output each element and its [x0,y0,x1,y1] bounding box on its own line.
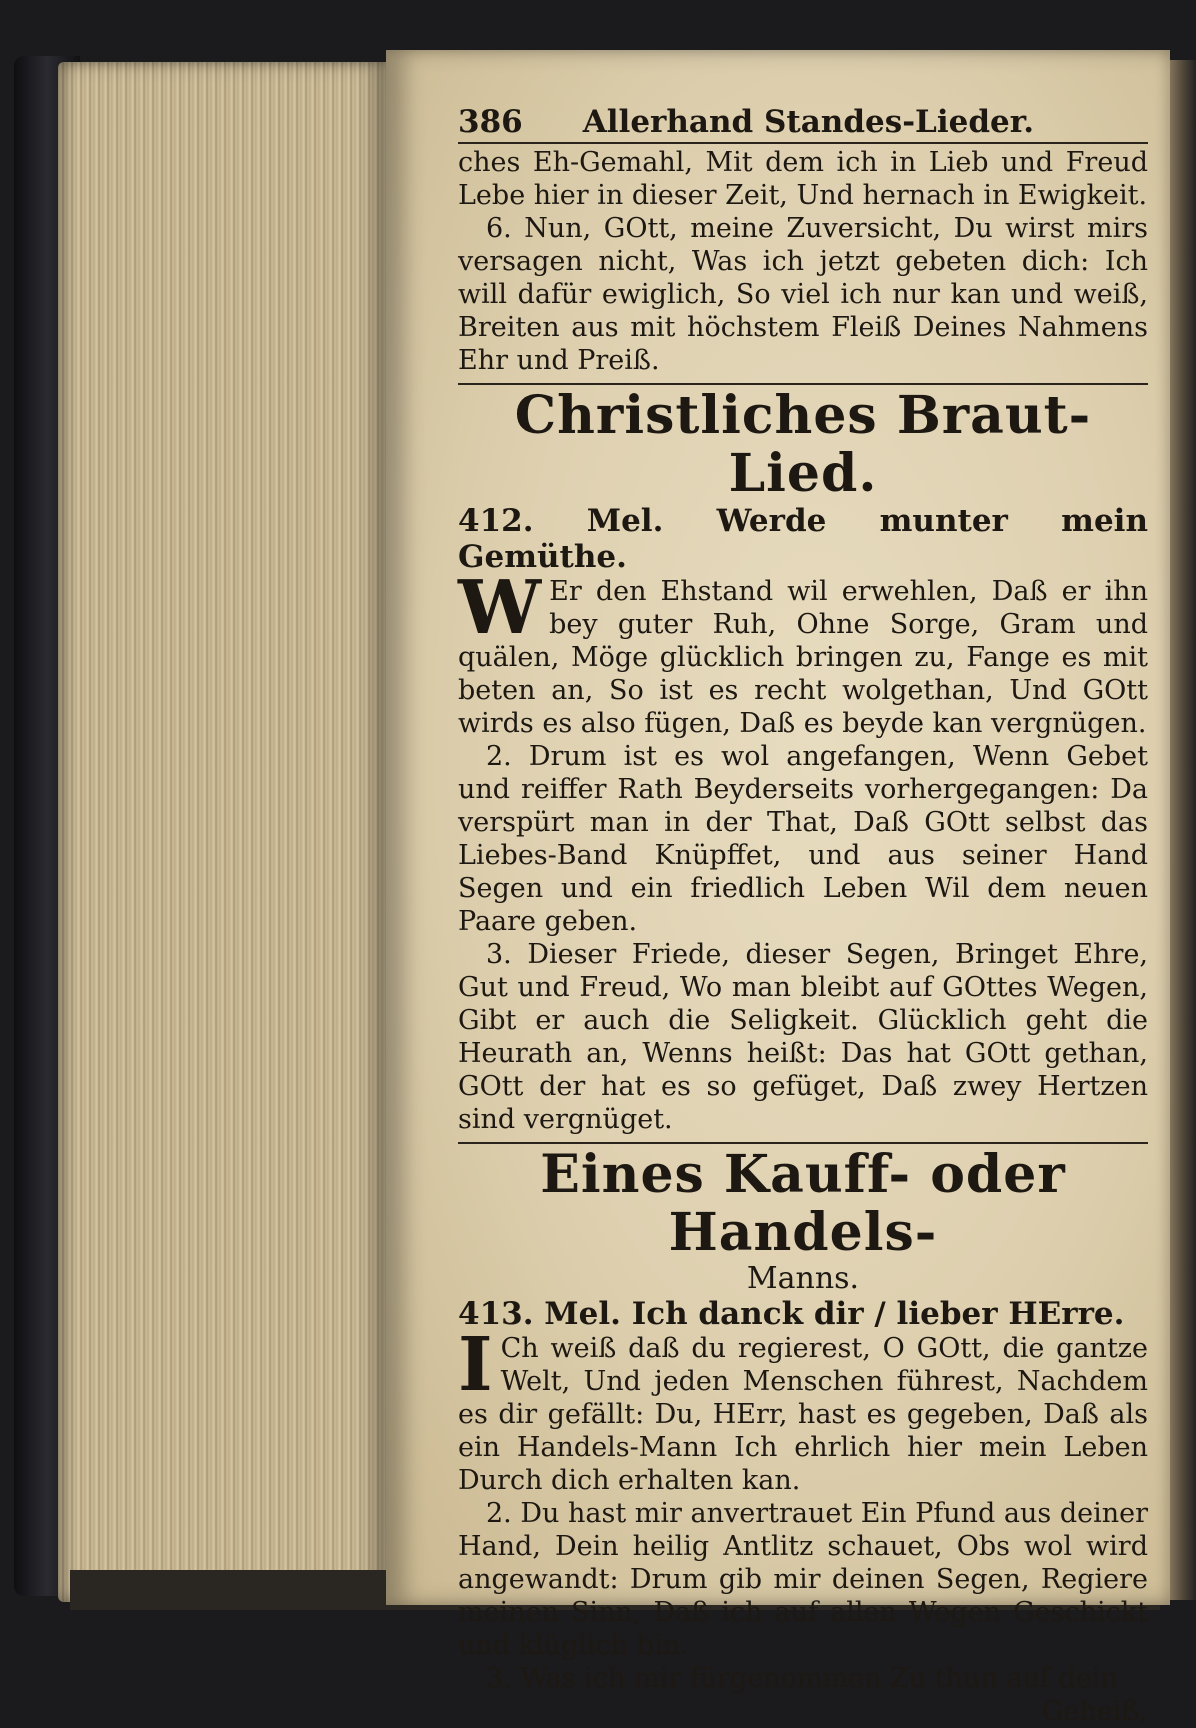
page-number: 386 [458,104,523,140]
catchword: Geheiß, [1041,1696,1148,1727]
book-page [386,50,1170,1727]
hymn-412-melody: 412. Mel. Werde munter mein Gemüthe. [458,503,1148,575]
verse-6: 6. Nun, GOtt, meine Zuversicht, Du wirst mirs versagen nicht, Was ich jetzt gebeten dich: Ich will dafür ewiglich, So viel ich nur kan und weiß, Breiten aus mit höchstem Fleiß Deines Nahmens Ehr und Preiß. [458,213,1148,376]
hymn-413-title: Eines Kauff- oder Handels- [540,1144,1066,1263]
running-header [458,104,1148,144]
hymn-413-verse-2: 2. Du hast mir anvertrauet Ein Pfund aus deiner Hand, Dein heilig Antlitz schauet, Obs wol wird angewandt: Drum gib mir deinen Segen, Regiere meinen Sinn, Daß ich auf allen Wegen Geschickt und klüglich bin. [458,1498,1148,1661]
hymn-412-verse-1-text: Er den Ehstand wil erwehlen, Daß er ihn bey guter Ruh, Ohne Sorge, Gram und quälen, Möge glücklich bringen zu, Fange es mit beten an, So ist es recht wolgethan, Und GOtt wirds es also fügen, Daß es beyde kan vergnügen. [458,576,1148,739]
carryover-text: ches Eh-Gemahl, Mit dem ich in Lieb und Freud Lebe hier in dieser Zeit, Und hernach in Ewigkeit. [458,147,1148,211]
page-edges [58,62,388,1602]
hymn-413-title-line-2: Manns. [746,1261,860,1296]
hymn-412-verse-2: 2. Drum ist es wol angefangen, Wenn Gebet und reiffer Rath Beyderseits vorhergegangen: Da verspürt man in der That, Daß GOtt selbst das Liebes-Band Knüpffet, und aus seiner Hand Segen und ein friedlich Leben Wil dem neuen Paare geben. [458,741,1148,937]
drop-cap: I [458,1322,493,1408]
drop-cap: W [458,565,542,651]
facing-page-edge [1168,60,1196,1600]
hymn-413-verse-3: 3. Was ich mir fürgenommen Zu thun auf dein [486,1663,1118,1694]
hymn-412-verse-3: 3. Dieser Friede, dieser Segen, Bringet Ehre, Gut und Freud, Wo man bleibt auf GOttes Wegen, Gibt er auch die Seligkeit. Glücklich geht die Heurath an, Wenns heißt: Das hat GOtt gethan, GOtt der hat es so gefüget, Daß zwey Hertzen sind vergnüget. [458,939,1148,1135]
hymn-413-verse-1-text: Ch weiß daß du regierest, O GOtt, die gantze Welt, Und jeden Menschen führest, Nachdem es dir gefällt: Du, HErr, hast es gegeben, Daß als ein Handels-Mann Ich ehrlich hier mein Leben Durch dich erhalten kan. [458,1333,1148,1496]
page-text [458,104,1148,1728]
hymn-413-verse-1 [458,1322,1148,1497]
running-title: Allerhand Standes-Lieder. [582,104,1035,140]
hymn-412-title: Christliches Braut-Lied. [514,385,1092,504]
hymn-413-melody: 413. Mel. Ich danck dir / lieber HErre. [458,1296,1125,1332]
hymn-412-verse-1 [458,565,1148,740]
